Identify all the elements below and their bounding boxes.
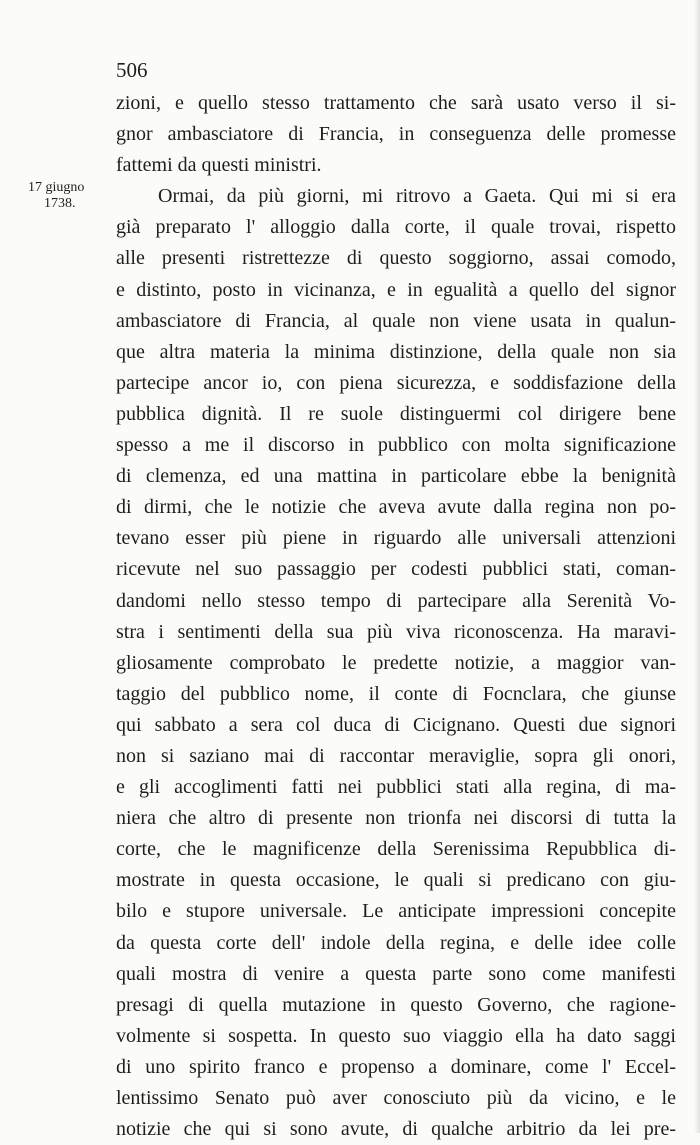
text-line: niera che altro di presente non trionfa nei discorsi di tutta la — [116, 807, 676, 830]
text-line: gnor ambasciatore di Francia, in conseguenza delle promesse — [116, 123, 676, 146]
text-line: ricevute nel suo passaggio per codesti pubblici stati, coman- — [116, 558, 676, 581]
text-line: lentissimo Senato può aver conosciuto più da vicino, e le — [116, 1087, 676, 1109]
text-line: gliosamente comprobato le predette notizie, a maggior van- — [116, 651, 676, 674]
text-line: e gli accoglimenti fatti nei pubblici stati alla regina, di ma- — [116, 776, 676, 799]
margin-note-date: 17 giugno — [28, 180, 85, 195]
text-line: ambasciatore di Francia, al quale non viene usata in qualun- — [116, 309, 676, 332]
text-line: bilo e stupore universale. Le anticipate impressioni concepite — [116, 900, 676, 923]
text-line: di dirmi, che le notizie che aveva avute dalla regina non po- — [116, 496, 676, 519]
text-line: fattemi da questi ministri. — [116, 154, 322, 177]
text-line: qui sabbato a sera col duca di Cicignano. Questi due signori — [116, 713, 676, 736]
text-line: già preparato l' alloggio dalla corte, il quale trovai, rispetto — [116, 216, 676, 239]
body-text — [116, 88, 676, 1145]
text-line: spesso a me il discorso in pubblico con molta significazione — [116, 434, 676, 457]
text-line: presagi di quella mutazione in questo Governo, che ragione- — [116, 993, 676, 1016]
margin-note-year: 1738. — [44, 196, 76, 211]
text-line: quali mostra di venire a questa parte sono come manifesti — [116, 962, 676, 985]
text-line: di uno spirito franco e propenso a dominare, come l' Eccel- — [116, 1055, 676, 1078]
page-number: 506 — [116, 58, 148, 82]
text-line: notizie che qui si sono avute, di qualche arbitrio da lei pre- — [116, 1118, 676, 1141]
text-line: mostrate in questa occasione, le quali si predicano con giu- — [116, 869, 676, 892]
text-line: Ormai, da più giorni, mi ritrovo a Gaeta. Qui mi si era — [158, 185, 676, 208]
text-line: dandomi nello stesso tempo di partecipare alla Serenità Vo- — [116, 589, 676, 612]
text-line: di clemenza, ed una mattina in particolare ebbe la benignità — [116, 465, 676, 488]
text-line: e distinto, posto in vicinanza, e in egualità a quello del signor — [116, 278, 676, 301]
margin-note — [28, 180, 114, 212]
text-line: partecipe ancor io, con piena sicurezza, e soddisfazione della — [116, 371, 676, 394]
text-line: alle presenti ristrettezze di questo soggiorno, assai comodo, — [116, 247, 676, 270]
text-line: zioni, e quello stesso trattamento che sarà usato verso il si- — [116, 92, 676, 114]
text-line: volmente si sospetta. In questo suo viaggio ella ha dato saggi — [116, 1024, 676, 1047]
text-line: pubblica dignità. Il re suole distinguermi col dirigere bene — [116, 402, 676, 425]
text-line: que altra materia la minima distinzione, della quale non sia — [116, 340, 676, 363]
text-line: stra i sentimenti della sua più viva riconoscenza. Ha maravi- — [116, 620, 676, 643]
text-line: taggio del pubblico nome, il conte di Focnclara, che giunse — [116, 682, 676, 705]
text-line: tevano esser più piene in riguardo alle universali attenzioni — [116, 527, 676, 550]
text-line: corte, che le magnificenze della Serenissima Repubblica di- — [116, 838, 676, 861]
text-line: da questa corte dell' indole della regina, e delle idee colle — [116, 931, 676, 954]
text-line: non si saziano mai di raccontar meraviglie, sopra gli onori, — [116, 744, 676, 767]
page-edge-shadow — [694, 0, 700, 1133]
